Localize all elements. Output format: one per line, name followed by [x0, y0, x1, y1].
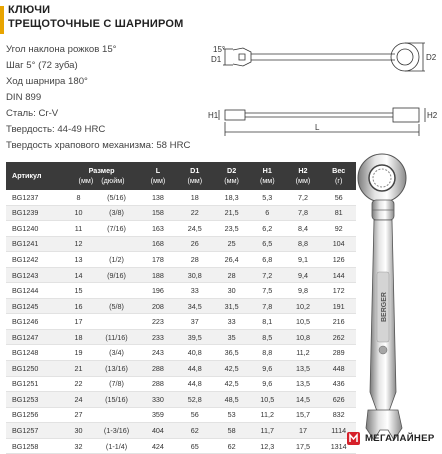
cell-l: 223	[140, 314, 177, 330]
cell-d1: 52,8	[176, 392, 213, 408]
col-h1	[250, 162, 285, 190]
cell-h2: 14,5	[285, 392, 322, 408]
cell-size-in: (3/4)	[93, 345, 139, 361]
cell-l: 168	[140, 236, 177, 252]
cell-h1: 6,2	[250, 221, 285, 237]
cell-size-in: (1/2)	[93, 252, 139, 268]
table-row	[6, 267, 356, 283]
cell-weight: 126	[321, 252, 356, 268]
cell-h2: 8,8	[285, 236, 322, 252]
cell-weight: 262	[321, 329, 356, 345]
cell-h2: 17,5	[285, 438, 322, 454]
spec-hinge: Ход шарнира 180°	[6, 76, 88, 87]
cell-size-mm: 27	[64, 407, 94, 423]
drawing-label-15: 15°	[213, 45, 226, 54]
cell-d2: 21,5	[213, 205, 250, 221]
cell-h2: 11,2	[285, 345, 322, 361]
cell-d1: 39,5	[176, 329, 213, 345]
cell-d2: 42,5	[213, 376, 250, 392]
cell-size-in	[93, 407, 139, 423]
cell-weight: 172	[321, 283, 356, 299]
cell-d2: 48,5	[213, 392, 250, 408]
cell-size-in: (1-3/16)	[93, 423, 139, 439]
cell-size-in: (11/16)	[93, 329, 139, 345]
dimension-drawing	[205, 40, 442, 140]
cell-h2: 9,4	[285, 267, 322, 283]
cell-size-mm: 17	[64, 314, 94, 330]
cell-h2: 9,8	[285, 283, 322, 299]
cell-article: BG1243	[6, 267, 64, 283]
cell-article: BG1237	[6, 190, 64, 205]
cell-h2: 13,5	[285, 361, 322, 377]
cell-size-in: (15/16)	[93, 392, 139, 408]
cell-h2: 10,5	[285, 314, 322, 330]
col-l-label: L	[155, 166, 161, 175]
cell-size-in: (1-1/4)	[93, 438, 139, 454]
cell-article: BG1241	[6, 236, 64, 252]
col-h2	[285, 162, 322, 190]
cell-weight: 448	[321, 361, 356, 377]
cell-l: 196	[140, 283, 177, 299]
cell-weight: 144	[321, 267, 356, 283]
cell-d2: 36,5	[213, 345, 250, 361]
cell-l: 163	[140, 221, 177, 237]
cell-h1: 6,5	[250, 236, 285, 252]
cell-h2: 8,4	[285, 221, 322, 237]
cell-size-mm: 16	[64, 298, 94, 314]
table-header-row	[6, 162, 356, 190]
drawing-label-h2: H2	[427, 111, 438, 120]
cell-l: 233	[140, 329, 177, 345]
col-article: Артикул	[6, 162, 64, 190]
cell-d2: 26,4	[213, 252, 250, 268]
cell-size-mm: 14	[64, 267, 94, 283]
cell-article: BG1251	[6, 376, 64, 392]
cell-l: 404	[140, 423, 177, 439]
table-row	[6, 298, 356, 314]
logo-text: МЕГАЛАЙНЕР	[365, 433, 435, 444]
cell-d2: 58	[213, 423, 250, 439]
cell-h1: 9,6	[250, 376, 285, 392]
table-row	[6, 252, 356, 268]
cell-h1: 11,7	[250, 423, 285, 439]
spec-hardness: Твердость: 44-49 HRC	[6, 124, 106, 135]
cell-h1: 10,5	[250, 392, 285, 408]
cell-size-in	[93, 283, 139, 299]
cell-d1: 18	[176, 190, 213, 205]
cell-d1: 28	[176, 252, 213, 268]
table-row	[6, 438, 356, 454]
table-row	[6, 407, 356, 423]
col-size-label: Размер	[88, 166, 115, 175]
table-row	[6, 190, 356, 205]
cell-l: 243	[140, 345, 177, 361]
page-title: КЛЮЧИ	[8, 4, 51, 16]
cell-article: BG1257	[6, 423, 64, 439]
col-weight	[321, 162, 356, 190]
table-row	[6, 376, 356, 392]
specs-table	[6, 162, 356, 454]
cell-size-in: (5/16)	[93, 190, 139, 205]
col-l-unit: (мм)	[150, 176, 166, 185]
cell-l: 359	[140, 407, 177, 423]
cell-d1: 30,8	[176, 267, 213, 283]
col-d2-label: D2	[227, 166, 237, 175]
cell-d2: 31,5	[213, 298, 250, 314]
cell-h1: 7,5	[250, 283, 285, 299]
col-h2-unit: (мм)	[295, 176, 311, 185]
col-d1-label: D1	[190, 166, 200, 175]
col-size	[64, 162, 140, 190]
cell-h2: 13,5	[285, 376, 322, 392]
page-subtitle: ТРЕЩОТОЧНЫЕ С ШАРНИРОМ	[8, 18, 184, 30]
cell-size-mm: 8	[64, 190, 94, 205]
cell-l: 330	[140, 392, 177, 408]
cell-l: 188	[140, 267, 177, 283]
cell-d1: 24,5	[176, 221, 213, 237]
cell-size-mm: 18	[64, 329, 94, 345]
cell-size-mm: 11	[64, 221, 94, 237]
cell-l: 158	[140, 205, 177, 221]
cell-article: BG1253	[6, 392, 64, 408]
cell-weight: 436	[321, 376, 356, 392]
cell-weight: 289	[321, 345, 356, 361]
cell-l: 288	[140, 361, 177, 377]
cell-h1: 5,3	[250, 190, 285, 205]
cell-size-mm: 12	[64, 236, 94, 252]
cell-d1: 44,8	[176, 376, 213, 392]
table-row	[6, 361, 356, 377]
spec-din: DIN 899	[6, 92, 42, 103]
cell-d2: 62	[213, 438, 250, 454]
cell-d2: 30	[213, 283, 250, 299]
cell-article: BG1242	[6, 252, 64, 268]
table-row	[6, 283, 356, 299]
cell-h1: 8,8	[250, 345, 285, 361]
table-row	[6, 329, 356, 345]
table-row	[6, 221, 356, 237]
cell-weight: 216	[321, 314, 356, 330]
cell-weight: 1314	[321, 438, 356, 454]
cell-h1: 7,8	[250, 298, 285, 314]
cell-size-mm: 30	[64, 423, 94, 439]
cell-size-in: (9/16)	[93, 267, 139, 283]
cell-article: BG1246	[6, 314, 64, 330]
cell-d1: 44,8	[176, 361, 213, 377]
cell-h1: 6	[250, 205, 285, 221]
cell-size-mm: 15	[64, 283, 94, 299]
col-d2-unit: (мм)	[224, 176, 239, 185]
cell-size-mm: 32	[64, 438, 94, 454]
col-weight-unit: (г)	[334, 176, 343, 185]
col-h2-label: H2	[298, 166, 308, 175]
cell-h2: 7,2	[285, 190, 322, 205]
col-d1	[176, 162, 213, 190]
cell-d1: 34,5	[176, 298, 213, 314]
spec-ratchet-hardness: Твердость храпового механизма: 58 HRC	[6, 140, 191, 151]
cell-article: BG1256	[6, 407, 64, 423]
cell-h1: 8,5	[250, 329, 285, 345]
cell-weight: 81	[321, 205, 356, 221]
cell-article: BG1250	[6, 361, 64, 377]
cell-article: BG1245	[6, 298, 64, 314]
col-weight-label: Вес	[332, 166, 346, 175]
col-l	[140, 162, 177, 190]
col-d2	[213, 162, 250, 190]
cell-l: 138	[140, 190, 177, 205]
table-row	[6, 236, 356, 252]
cell-d2: 53	[213, 407, 250, 423]
cell-weight: 92	[321, 221, 356, 237]
cell-d2: 35	[213, 329, 250, 345]
cell-d2: 18,3	[213, 190, 250, 205]
table-row	[6, 392, 356, 408]
cell-article: BG1248	[6, 345, 64, 361]
title-accent-bar	[0, 6, 4, 34]
cell-h1: 11,2	[250, 407, 285, 423]
cell-size-in	[93, 236, 139, 252]
cell-weight: 56	[321, 190, 356, 205]
cell-h1: 12,3	[250, 438, 285, 454]
cell-size-mm: 13	[64, 252, 94, 268]
col-d1-unit: (мм)	[187, 176, 203, 185]
cell-h1: 6,8	[250, 252, 285, 268]
cell-d1: 37	[176, 314, 213, 330]
cell-size-in: (3/8)	[93, 205, 139, 221]
cell-size-in	[93, 314, 139, 330]
cell-weight: 191	[321, 298, 356, 314]
cell-l: 288	[140, 376, 177, 392]
cell-h1: 7,2	[250, 267, 285, 283]
col-size-in: (дюйм)	[101, 176, 125, 185]
cell-weight: 1114	[321, 423, 356, 439]
cell-size-mm: 19	[64, 345, 94, 361]
cell-l: 424	[140, 438, 177, 454]
cell-article: BG1239	[6, 205, 64, 221]
cell-d2: 33	[213, 314, 250, 330]
col-h1-label: H1	[262, 166, 272, 175]
table-row	[6, 345, 356, 361]
spec-steel: Сталь: Cr-V	[6, 108, 59, 119]
cell-h1: 8,1	[250, 314, 285, 330]
cell-h2: 10,2	[285, 298, 322, 314]
cell-d1: 26	[176, 236, 213, 252]
cell-size-in: (5/8)	[93, 298, 139, 314]
cell-h2: 17	[285, 423, 322, 439]
col-size-units	[64, 176, 140, 186]
cell-size-mm: 21	[64, 361, 94, 377]
cell-size-mm: 22	[64, 376, 94, 392]
cell-h2: 9,1	[285, 252, 322, 268]
cell-h2: 10,8	[285, 329, 322, 345]
cell-d2: 28	[213, 267, 250, 283]
cell-article: BG1247	[6, 329, 64, 345]
col-h1-unit: (мм)	[259, 176, 275, 185]
cell-h2: 7,8	[285, 205, 322, 221]
cell-weight: 832	[321, 407, 356, 423]
cell-article: BG1240	[6, 221, 64, 237]
table-row	[6, 314, 356, 330]
cell-d1: 40,8	[176, 345, 213, 361]
cell-h2: 15,7	[285, 407, 322, 423]
cell-h1: 9,6	[250, 361, 285, 377]
cell-d1: 22	[176, 205, 213, 221]
drawing-label-d2: D2	[426, 53, 437, 62]
cell-d2: 23,5	[213, 221, 250, 237]
cell-weight: 104	[321, 236, 356, 252]
cell-d1: 65	[176, 438, 213, 454]
cell-article: BG1244	[6, 283, 64, 299]
cell-d2: 42,5	[213, 361, 250, 377]
drawing-label-l: L	[315, 123, 320, 132]
cell-l: 178	[140, 252, 177, 268]
spec-angle: Угол наклона рожков 15°	[6, 44, 117, 55]
cell-size-mm: 10	[64, 205, 94, 221]
table-row	[6, 205, 356, 221]
cell-size-in: (7/16)	[93, 221, 139, 237]
table-row	[6, 423, 356, 439]
cell-article: BG1258	[6, 438, 64, 454]
cell-d2: 25	[213, 236, 250, 252]
cell-d1: 62	[176, 423, 213, 439]
cell-size-in: (13/16)	[93, 361, 139, 377]
cell-weight: 626	[321, 392, 356, 408]
cell-d1: 56	[176, 407, 213, 423]
cell-size-in: (7/8)	[93, 376, 139, 392]
drawing-label-d1: D1	[211, 55, 222, 64]
wrench-brand-text: BERGER	[381, 292, 388, 322]
wrench-image	[352, 152, 424, 442]
drawing-label-h1: H1	[208, 111, 219, 120]
cell-size-mm: 24	[64, 392, 94, 408]
cell-d1: 33	[176, 283, 213, 299]
cell-l: 208	[140, 298, 177, 314]
col-size-mm: (мм)	[78, 176, 94, 185]
spec-step: Шаг 5° (72 зуба)	[6, 60, 78, 71]
